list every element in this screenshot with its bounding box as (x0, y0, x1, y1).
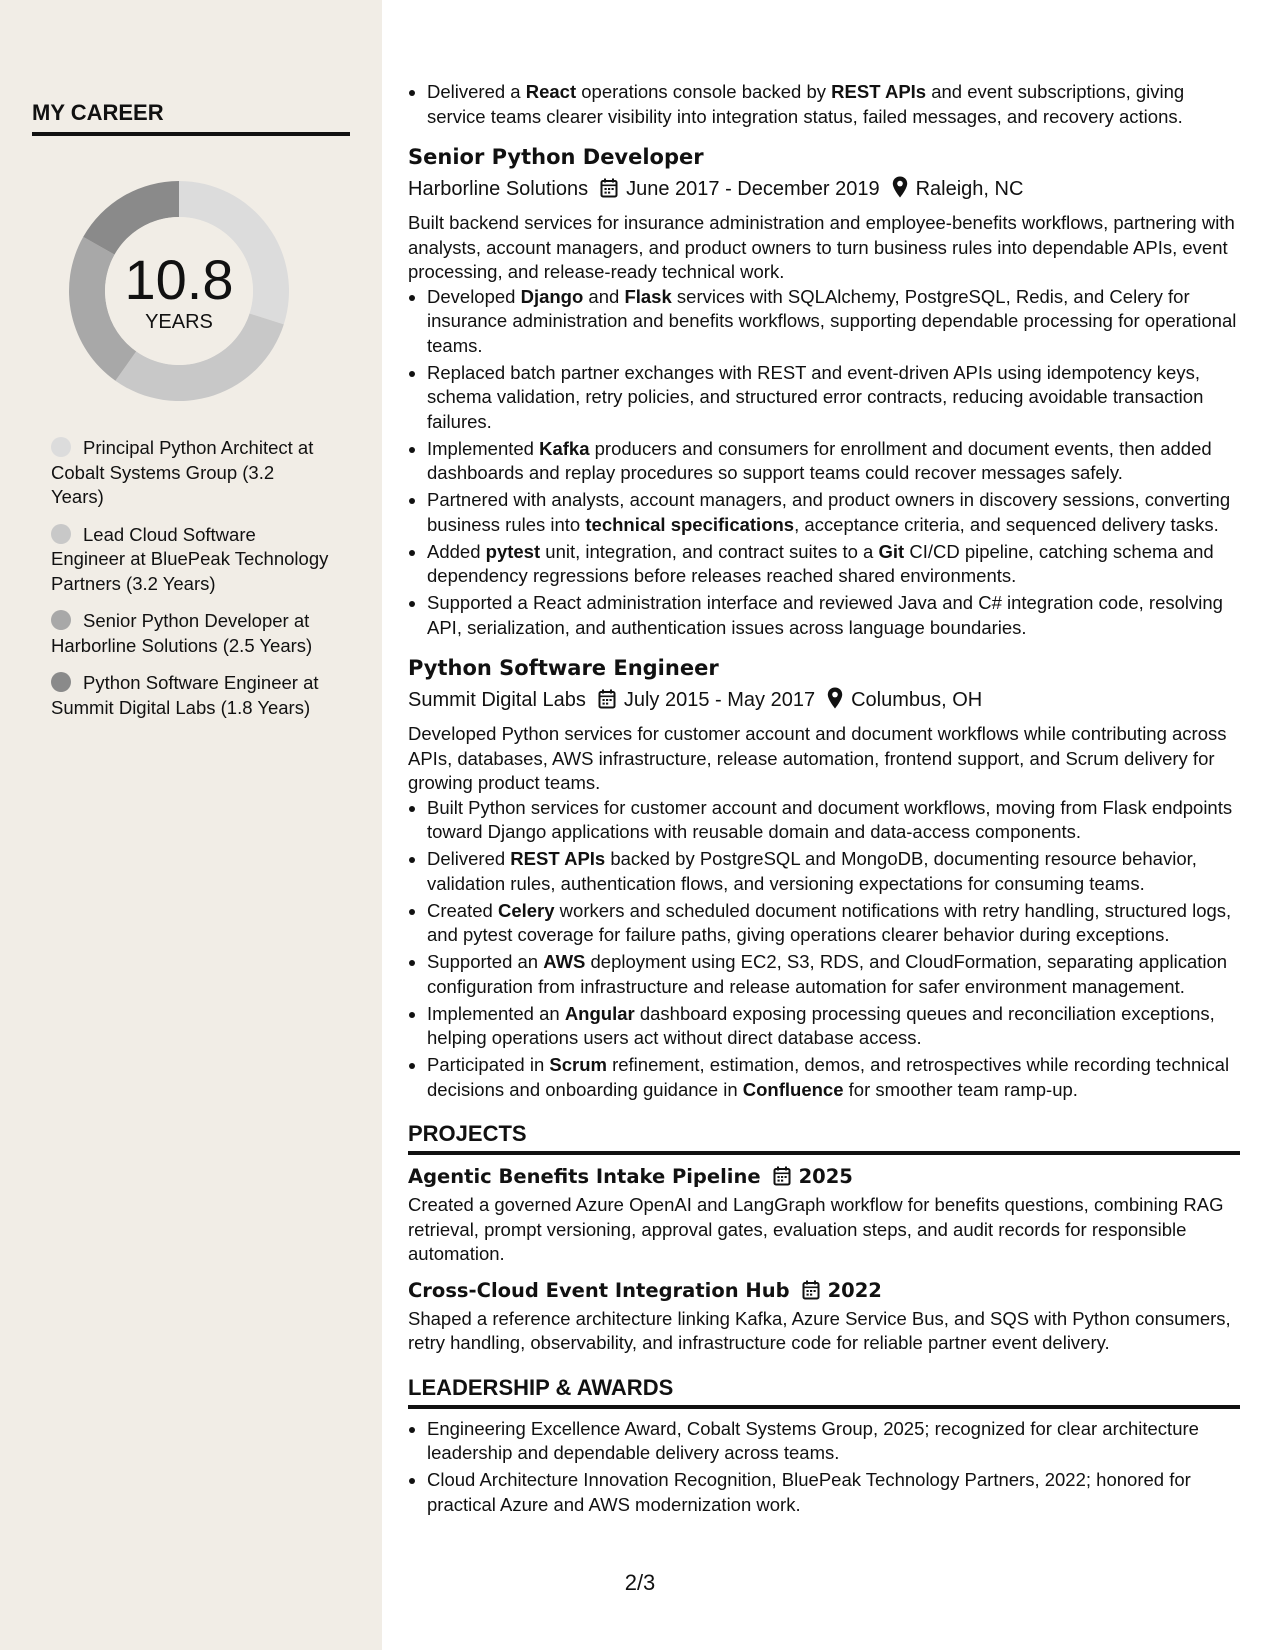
career-total-unit: YEARS (145, 311, 213, 333)
bullet-item: • Supported an AWS deployment using EC2, S3, RDS, and CloudFormation, separating application configuration from infrastructure and release automation for safer environment management. (427, 950, 1240, 999)
project-entry (408, 1277, 1240, 1356)
job-title: Senior Python Developer (408, 145, 704, 169)
career-heading: MY CAREER (32, 100, 350, 136)
project-title: Cross-Cloud Event Integration Hub (408, 1278, 790, 1302)
job-bullets (408, 796, 1240, 1103)
bullet-item: • Created Celery workers and scheduled document notifications with retry handling, structured logs, and pytest coverage for failure paths, giving operations clearer behavior during exceptions. (427, 899, 1240, 948)
bullet-item: • Delivered a React operations console backed by REST APIs and event subscriptions, giving service teams clearer visibility into integration status, failed messages, and recovery actions. (427, 80, 1240, 129)
legend-label: Lead Cloud Software Engineer at BluePeak Technology Partners (3.2 Years) (51, 523, 329, 594)
project-title: Agentic Benefits Intake Pipeline (408, 1165, 761, 1188)
map-pin-icon (892, 176, 908, 198)
bullet-item: • Developed Django and Flask services with SQLAlchemy, PostgreSQL, Redis, and Celery for insurance administration and benefits workflows, supporting dependable processing for operational teams. (427, 285, 1240, 359)
legend-label: Python Software Engineer at Summit Digital Labs (1.8 Years) (51, 672, 319, 718)
project-title-row (408, 1163, 1240, 1191)
legend-label: Senior Python Developer at Harborline Solutions (2.5 Years) (51, 610, 313, 656)
legend-dot (51, 524, 71, 544)
project-year: 2025 (798, 1165, 853, 1188)
calendar-icon (600, 178, 618, 198)
bullet-item: • Built Python services for customer account and document workflows, moving from Flask endpoints toward Django applications with reusable domain and data-access components. (427, 796, 1240, 845)
job-title: Python Software Engineer (408, 656, 719, 680)
bullet-item: • Implemented Kafka producers and consumers for enrollment and document events, then added dashboards and replay procedures so support teams could recover messages safely. (427, 437, 1240, 486)
calendar-icon (598, 689, 616, 709)
job-location: Columbus, OH (851, 689, 983, 711)
job-entry (408, 143, 1240, 640)
bullet-item: • Added pytest unit, integration, and contract suites to a Git CI/CD pipeline, catching schema and dependency regressions before releases reached shared environments. (427, 540, 1240, 589)
map-pin-icon (827, 687, 843, 709)
legend-item (51, 609, 331, 658)
calendar-icon (802, 1280, 820, 1300)
bullet-item: • Delivered REST APIs backed by PostgreSQL and MongoDB, documenting resource behavior, validation rules, authentication flows, and versioning expectations for consuming teams. (427, 847, 1240, 896)
project-description: Shaped a reference architecture linking Kafka, Azure Service Bus, and SQS with Python consumers, retry handling, observability, and infrastructure code for reliable partner event delivery. (408, 1307, 1231, 1353)
calendar-icon (773, 1166, 791, 1186)
bullet-item: • Supported a React administration interface and reviewed Java and C# integration code, resolving API, serialization, and authentication issues across language boundaries. (427, 591, 1240, 640)
bullet-item: • Partnered with analysts, account managers, and product owners in discovery sessions, converting business rules into technical specifications, acceptance criteria, and sequenced delivery tasks. (427, 488, 1240, 537)
legend-item (51, 436, 331, 510)
bullet-item: • Participated in Scrum refinement, estimation, demos, and retrospectives while recording technical decisions and onboarding guidance in Confluence for smoother team ramp-up. (427, 1053, 1240, 1102)
job-dates: July 2015 - May 2017 (623, 689, 816, 711)
legend-item (51, 523, 331, 597)
main-content (408, 80, 1240, 1520)
project-title-row (408, 1277, 1240, 1305)
carryover-bullets (408, 80, 1240, 129)
award-item: • Cloud Architecture Innovation Recognition, BluePeak Technology Partners, 2022; honored for practical Azure and AWS modernization work. (427, 1468, 1240, 1517)
projects-list (408, 1163, 1240, 1356)
job-meta (408, 686, 1240, 714)
legend-item (51, 671, 331, 720)
job-entry (408, 654, 1240, 1102)
experience-list (408, 143, 1240, 1102)
legend-label: Principal Python Architect at Cobalt Systems Group (3.2 Years) (51, 437, 314, 507)
job-dates: June 2017 - December 2019 (626, 178, 880, 200)
career-total-years: 10.8 (124, 248, 234, 311)
job-summary: Built backend services for insurance administration and employee-benefits workflows, partnering with analysts, account managers, and product owners to turn business rules into dependable APIs, event processing, and release-ready technical work. (408, 212, 1235, 282)
job-meta (408, 175, 1240, 203)
legend-dot (51, 437, 71, 457)
job-bullets (408, 285, 1240, 641)
career-legend (51, 436, 331, 733)
leadership-heading: LEADERSHIP & AWARDS (408, 1374, 1240, 1409)
legend-dot (51, 672, 71, 692)
job-company: Harborline Solutions (408, 178, 589, 200)
project-year: 2022 (827, 1278, 882, 1302)
job-summary: Developed Python services for customer account and document workflows while contributing across APIs, databases, AWS infrastructure, release automation, frontend support, and Scrum delivery for growing product teams. (408, 723, 1227, 793)
job-location: Raleigh, NC (915, 178, 1024, 200)
project-entry (408, 1163, 1240, 1267)
projects-heading: PROJECTS (408, 1120, 1240, 1155)
project-description: Created a governed Azure OpenAI and LangGraph workflow for benefits questions, combining RAG retrieval, prompt versioning, approval gates, evaluation steps, and audit records for responsible automation. (408, 1194, 1224, 1264)
legend-dot (51, 610, 71, 630)
bullet-item: • Replaced batch partner exchanges with REST and event-driven APIs using idempotency keys, schema validation, retry policies, and structured error contracts, reducing avoidable transaction failures. (427, 361, 1240, 435)
job-company: Summit Digital Labs (408, 689, 586, 711)
bullet-item: • Implemented an Angular dashboard exposing processing queues and reconciliation exceptions, helping operations users act without direct database access. (427, 1002, 1240, 1051)
page-number: 2/3 (624, 1570, 656, 1595)
leadership-list (408, 1417, 1240, 1518)
award-item: • Engineering Excellence Award, Cobalt Systems Group, 2025; recognized for clear architecture leadership and dependable delivery across teams. (427, 1417, 1240, 1466)
sidebar (0, 0, 382, 1650)
